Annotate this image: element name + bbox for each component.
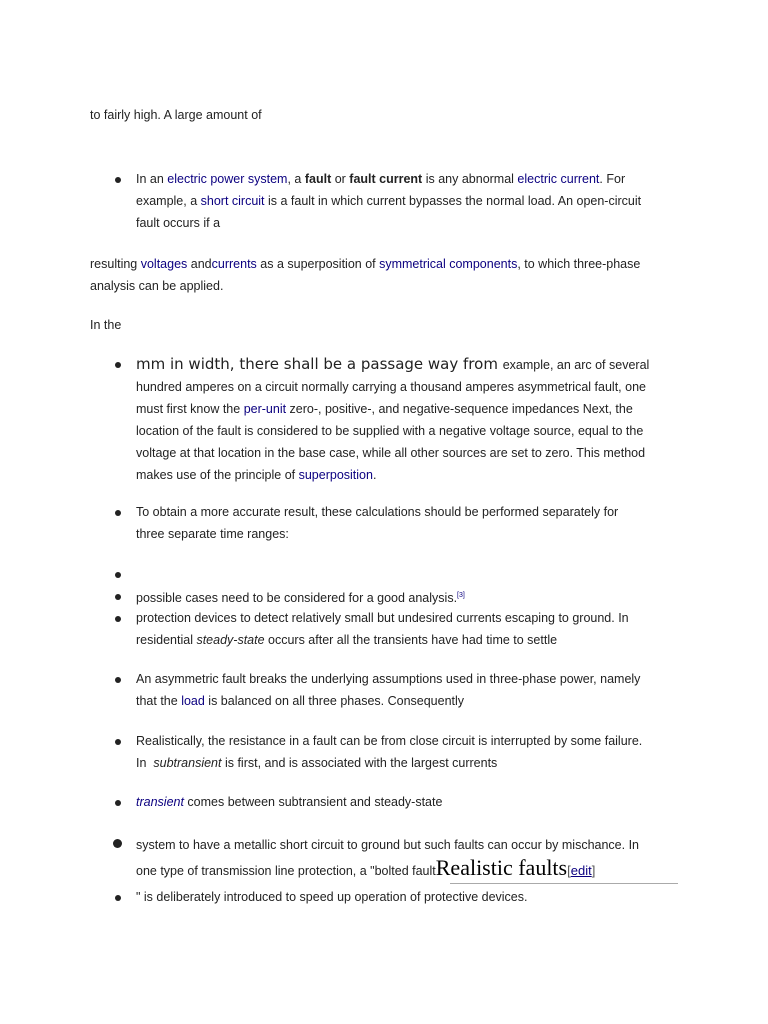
text-line: " is deliberately introduced to speed up operation of protective devices.: [136, 890, 528, 904]
list-item-protection-devices: [136, 607, 629, 651]
link-short-circuit[interactable]: short circuit: [200, 194, 265, 208]
text: In an: [136, 172, 168, 186]
text: , to which three-phase: [517, 257, 641, 271]
text: is any abnormal: [422, 172, 518, 186]
text: and: [187, 257, 212, 271]
link-load[interactable]: load: [181, 694, 205, 708]
bullet: [115, 362, 121, 368]
italic-term: subtransient: [153, 756, 222, 770]
text: zero-, positive-, and negative-sequence impedances Next, the: [286, 402, 633, 416]
text: makes use of the principle of: [136, 468, 299, 482]
link-electric-power-system[interactable]: electric power system: [167, 172, 288, 186]
section-heading: Realistic faults: [435, 855, 568, 880]
text-line: [90, 253, 640, 275]
list-item-possible-cases: [136, 585, 465, 609]
text-line: [136, 190, 641, 212]
text-line: To obtain a more accurate result, these calculations should be performed separately for: [136, 505, 619, 519]
text-line: voltage at that location in the base case, while all other sources are set to zero. This method: [136, 446, 646, 460]
edit-bracket: [: [567, 863, 571, 878]
text-line: [136, 629, 629, 651]
intro-fragment: to fairly high. A large amount of: [90, 108, 262, 122]
citation-link[interactable]: [3]: [457, 592, 465, 599]
list-item-fault-definition: [136, 168, 641, 234]
paragraph-resulting: [90, 253, 640, 297]
list-item-deliberate: [136, 886, 527, 908]
bullet: [115, 594, 121, 600]
link-voltages[interactable]: voltages: [140, 257, 188, 271]
text-line: [136, 752, 642, 774]
text: possible cases need to be considered for a good analysis.: [136, 591, 458, 605]
text: occurs after all the transients have had time to settle: [264, 633, 558, 647]
text: .: [372, 468, 377, 482]
link-superposition[interactable]: superposition: [298, 468, 373, 482]
bullet: [113, 839, 122, 848]
large-text: mm in width, there shall be a passage way from: [136, 355, 503, 373]
text-line: [136, 856, 639, 883]
link-per-unit[interactable]: per-unit: [243, 402, 287, 416]
text-line: analysis can be applied.: [90, 279, 224, 293]
text: comes between subtransient and steady-state: [183, 795, 443, 809]
list-item-fault-calculation: [136, 353, 649, 486]
italic-term: steady-state: [196, 633, 265, 647]
text-line: three separate time ranges:: [136, 527, 289, 541]
bullet: [115, 677, 121, 683]
heading-underline: [450, 883, 678, 884]
bullet: [115, 800, 121, 806]
link-electric-current[interactable]: electric current: [517, 172, 600, 186]
edit-bracket: ]: [591, 863, 596, 878]
text: one type of transmission line protection, a "bolted fault: [136, 864, 436, 878]
bullet: [115, 895, 121, 901]
list-item-time-ranges: [136, 501, 618, 545]
text: , a: [287, 172, 305, 186]
link-currents[interactable]: currents: [211, 257, 257, 271]
text: is a fault in which current bypasses the normal load. An open-circuit: [264, 194, 642, 208]
bullet: [115, 739, 121, 745]
text-line: location of the fault is considered to be supplied with a negative voltage source, equal to the: [136, 424, 644, 438]
text-line: protection devices to detect relatively small but undesired currents escaping to ground. In: [136, 611, 629, 625]
text: as a superposition of: [256, 257, 380, 271]
text: . For: [599, 172, 626, 186]
bullet: [115, 177, 121, 183]
text-line: [136, 585, 465, 609]
bullet-empty: [115, 572, 121, 578]
text: residential: [136, 633, 197, 647]
text-line: system to have a metallic short circuit to ground but such faults can occur by mischance. In: [136, 838, 640, 852]
text-line: [136, 690, 640, 712]
text: is balanced on all three phases. Consequently: [204, 694, 465, 708]
text: must first know the: [136, 402, 244, 416]
list-item-asymmetric-fault: [136, 668, 640, 712]
edit-link[interactable]: edit: [570, 863, 592, 878]
text-line: [136, 353, 649, 376]
link-symmetrical-components[interactable]: symmetrical components: [379, 257, 518, 271]
text-line: hundred amperes on a circuit normally carrying a thousand amperes asymmetrical fault, one: [136, 380, 646, 394]
text: resulting: [90, 257, 141, 271]
text: that the: [136, 694, 182, 708]
text-line: [136, 398, 649, 420]
list-item-transient: [136, 791, 442, 813]
list-item-metallic-short: [136, 834, 639, 883]
text: example, an arc of several: [502, 358, 650, 372]
text-line: fault occurs if a: [136, 216, 221, 230]
text-line: Realistically, the resistance in a fault can be from close circuit is interrupted by some failure.: [136, 734, 643, 748]
text: or: [331, 172, 350, 186]
list-item-resistance: [136, 730, 642, 774]
paragraph-in-the: In the: [90, 318, 122, 332]
link-transient[interactable]: transient: [136, 795, 184, 809]
bullet: [115, 616, 121, 622]
bold-term-fault: fault: [304, 172, 332, 186]
text-line: [136, 464, 649, 486]
text: example, a: [136, 194, 201, 208]
text-line: [136, 168, 641, 190]
bullet: [115, 510, 121, 516]
text: is first, and is associated with the largest currents: [221, 756, 498, 770]
text-line: [136, 791, 442, 813]
text-line: An asymmetric fault breaks the underlying assumptions used in three-phase power, namely: [136, 672, 641, 686]
bold-term-fault-current: fault current: [349, 172, 423, 186]
text: In: [136, 756, 154, 770]
